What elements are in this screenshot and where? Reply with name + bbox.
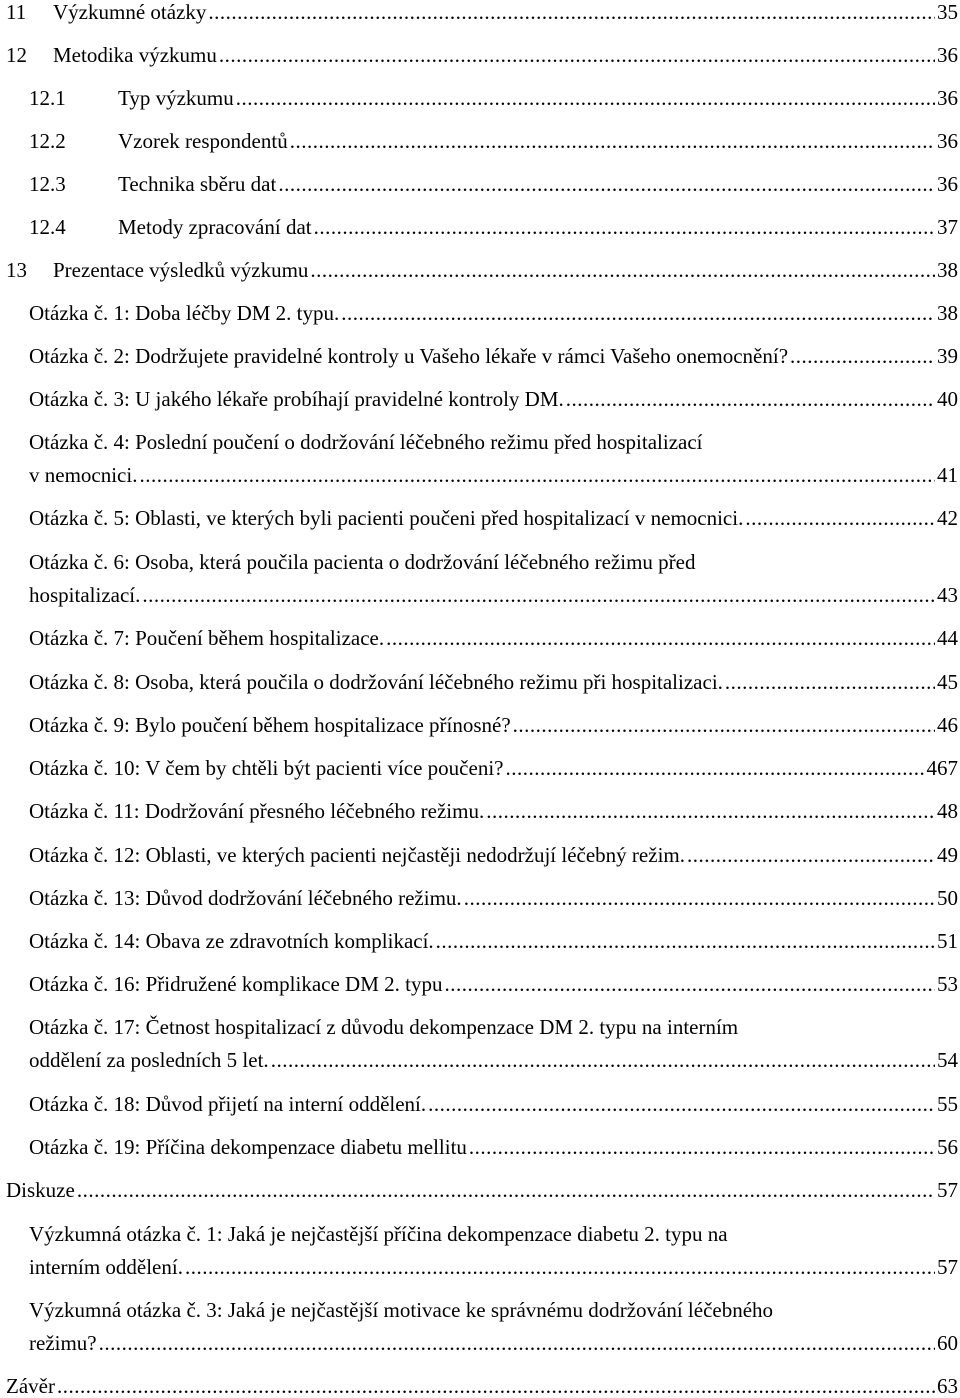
toc-entry[interactable]: [29, 387, 958, 411]
toc-page: 44: [937, 626, 958, 650]
toc-label: Typ výzkumu: [118, 86, 234, 110]
leader-dots: [208, 0, 935, 24]
toc-entry[interactable]: [29, 301, 958, 325]
toc-page: 36: [937, 86, 958, 110]
leader-dots: [236, 86, 935, 110]
toc-entry[interactable]: [6, 0, 958, 24]
toc-page: 42: [937, 506, 958, 530]
toc-entry[interactable]: [29, 1298, 958, 1355]
toc-entry[interactable]: [29, 972, 958, 996]
leader-dots: [505, 756, 924, 780]
toc-label: Diskuze: [6, 1178, 75, 1202]
toc-entry[interactable]: [6, 43, 958, 67]
toc-label-line1: Výzkumná otázka č. 1: Jaká je nejčastější příčina dekompenzace diabetu 2. typu na: [29, 1222, 728, 1246]
toc-label: Otázka č. 12: Oblasti, ve kterých pacienti nejčastěji nedodržují léčebný režim.: [29, 843, 685, 867]
toc-entry[interactable]: [29, 550, 958, 607]
toc-label: Otázka č. 8: Osoba, která poučila o dodržování léčebného režimu při hospitalizaci.: [29, 670, 723, 694]
toc-number: 12: [6, 43, 27, 67]
toc-page: 63: [937, 1374, 958, 1398]
leader-dots: [57, 1374, 935, 1398]
toc-entry[interactable]: [29, 129, 958, 153]
toc-entry[interactable]: [29, 344, 958, 368]
toc-entry[interactable]: [29, 886, 958, 910]
toc-entry[interactable]: [29, 430, 958, 487]
toc-label: Otázka č. 14: Obava ze zdravotních komplikací.: [29, 929, 434, 953]
leader-dots: [464, 886, 935, 910]
leader-dots: [77, 1178, 935, 1202]
toc-label: Výzkumné otázky: [53, 0, 207, 24]
leader-dots: [725, 670, 935, 694]
toc-label: Metodika výzkumu: [53, 43, 217, 67]
toc-label: Otázka č. 1: Doba léčby DM 2. typu.: [29, 301, 340, 325]
toc-label: Otázka č. 7: Poučení během hospitalizace.: [29, 626, 385, 650]
leader-dots: [469, 1135, 935, 1159]
toc-entry[interactable]: [29, 86, 958, 110]
leader-dots: [142, 583, 935, 607]
toc-page: 57: [937, 1178, 958, 1202]
leader-dots: [310, 258, 935, 282]
leader-dots: [444, 972, 935, 996]
toc-label: v nemocnici.: [29, 463, 138, 487]
toc-label: hospitalizací.: [29, 583, 141, 607]
leader-dots: [486, 799, 935, 823]
toc-entry[interactable]: [29, 713, 958, 737]
toc-entry[interactable]: [29, 929, 958, 953]
leader-dots: [314, 215, 935, 239]
toc-page: 38: [937, 301, 958, 325]
toc-page: 55: [937, 1092, 958, 1116]
toc-entry[interactable]: [29, 1222, 958, 1279]
toc-entry[interactable]: [29, 172, 958, 196]
toc-page: 36: [937, 172, 958, 196]
toc-label: oddělení za posledních 5 let.: [29, 1048, 269, 1072]
toc-label: Metody zpracování dat: [118, 215, 312, 239]
toc-label-line1: Výzkumná otázka č. 3: Jaká je nejčastější motivace ke správnému dodržování léčebného: [29, 1298, 774, 1322]
toc-number: 12.3: [29, 172, 66, 196]
toc-number: 12.4: [29, 215, 66, 239]
toc-page: 53: [937, 972, 958, 996]
toc-entry[interactable]: [6, 1178, 958, 1202]
toc-page: 40: [937, 387, 958, 411]
leader-dots: [386, 626, 935, 650]
toc-page: 36: [937, 129, 958, 153]
toc-label: Otázka č. 3: U jakého lékaře probíhají pravidelné kontroly DM.: [29, 387, 564, 411]
toc-label: Otázka č. 5: Oblasti, ve kterých byli pacienti poučeni před hospitalizací v nemocnici.: [29, 506, 744, 530]
leader-dots: [790, 344, 935, 368]
toc-page: 39: [937, 344, 958, 368]
toc-label: Otázka č. 10: V čem by chtěli být pacienti více poučeni?: [29, 756, 504, 780]
toc-label: Otázka č. 18: Důvod přijetí na interní oddělení.: [29, 1092, 427, 1116]
toc-number: 12.1: [29, 86, 66, 110]
leader-dots: [428, 1092, 935, 1116]
toc-page: 38: [937, 258, 958, 282]
toc-label: režimu?: [29, 1331, 97, 1355]
toc-label: Otázka č. 16: Přidružené komplikace DM 2. typu: [29, 972, 443, 996]
toc-entry[interactable]: [29, 506, 958, 530]
toc-page: 50: [937, 886, 958, 910]
toc-page: 37: [937, 215, 958, 239]
leader-dots: [219, 43, 935, 67]
toc-page: 49: [937, 843, 958, 867]
leader-dots: [271, 1048, 935, 1072]
toc-page: 41: [937, 463, 958, 487]
toc-page: 35: [937, 0, 958, 24]
toc-page: 60: [937, 1331, 958, 1355]
toc-label: Závěr: [6, 1374, 55, 1398]
toc-label: Technika sběru dat: [118, 172, 277, 196]
leader-dots: [341, 301, 935, 325]
leader-dots: [99, 1331, 935, 1355]
toc-entry[interactable]: [29, 215, 958, 239]
toc-page: 51: [937, 929, 958, 953]
leader-dots: [436, 929, 935, 953]
toc-entry[interactable]: [29, 1092, 958, 1116]
leader-dots: [513, 713, 935, 737]
toc-page: 46: [937, 713, 958, 737]
toc-page: 54: [937, 1048, 958, 1072]
toc-page: 36: [937, 43, 958, 67]
toc-page: 467: [926, 756, 958, 780]
toc-label: interním oddělení.: [29, 1255, 183, 1279]
leader-dots: [185, 1255, 935, 1279]
toc-page: 57: [937, 1255, 958, 1279]
toc-entry[interactable]: [29, 1015, 958, 1072]
toc-number: 11: [6, 0, 27, 24]
toc-label-line1: Otázka č. 17: Četnost hospitalizací z důvodu dekompenzace DM 2. typu na interním: [29, 1015, 739, 1039]
toc-page: 48: [937, 799, 958, 823]
toc-label-line1: Otázka č. 6: Osoba, která poučila pacienta o dodržování léčebného režimu před: [29, 550, 696, 574]
toc-page: 56: [937, 1135, 958, 1159]
leader-dots: [687, 843, 935, 867]
toc-entry[interactable]: [29, 799, 958, 823]
toc-label: Otázka č. 2: Dodržujete pravidelné kontroly u Vašeho lékaře v rámci Vašeho onemocnění?: [29, 344, 789, 368]
toc-page: 45: [937, 670, 958, 694]
toc-entry[interactable]: [29, 756, 958, 780]
toc-label: Otázka č. 19: Příčina dekompenzace diabetu mellitu: [29, 1135, 467, 1159]
toc-page: 43: [937, 583, 958, 607]
leader-dots: [290, 129, 935, 153]
toc-label: Otázka č. 9: Bylo poučení během hospitalizace přínosné?: [29, 713, 511, 737]
toc-entry[interactable]: [6, 258, 958, 282]
toc-label: Vzorek respondentů: [118, 129, 288, 153]
toc-entry[interactable]: [29, 670, 958, 694]
leader-dots: [278, 172, 935, 196]
toc-label: Otázka č. 13: Důvod dodržování léčebného režimu.: [29, 886, 462, 910]
leader-dots: [566, 387, 935, 411]
toc-entry[interactable]: [29, 1135, 958, 1159]
leader-dots: [745, 506, 935, 530]
toc-entry[interactable]: [6, 1374, 958, 1398]
toc-number: 12.2: [29, 129, 66, 153]
toc-number: 13: [6, 258, 27, 282]
toc-entry[interactable]: [29, 843, 958, 867]
leader-dots: [139, 463, 935, 487]
toc-label-line1: Otázka č. 4: Poslední poučení o dodržování léčebného režimu před hospitalizací: [29, 430, 703, 454]
toc-entry[interactable]: [29, 626, 958, 650]
toc-label: Prezentace výsledků výzkumu: [53, 258, 309, 282]
toc-label: Otázka č. 11: Dodržování přesného léčebného režimu.: [29, 799, 485, 823]
